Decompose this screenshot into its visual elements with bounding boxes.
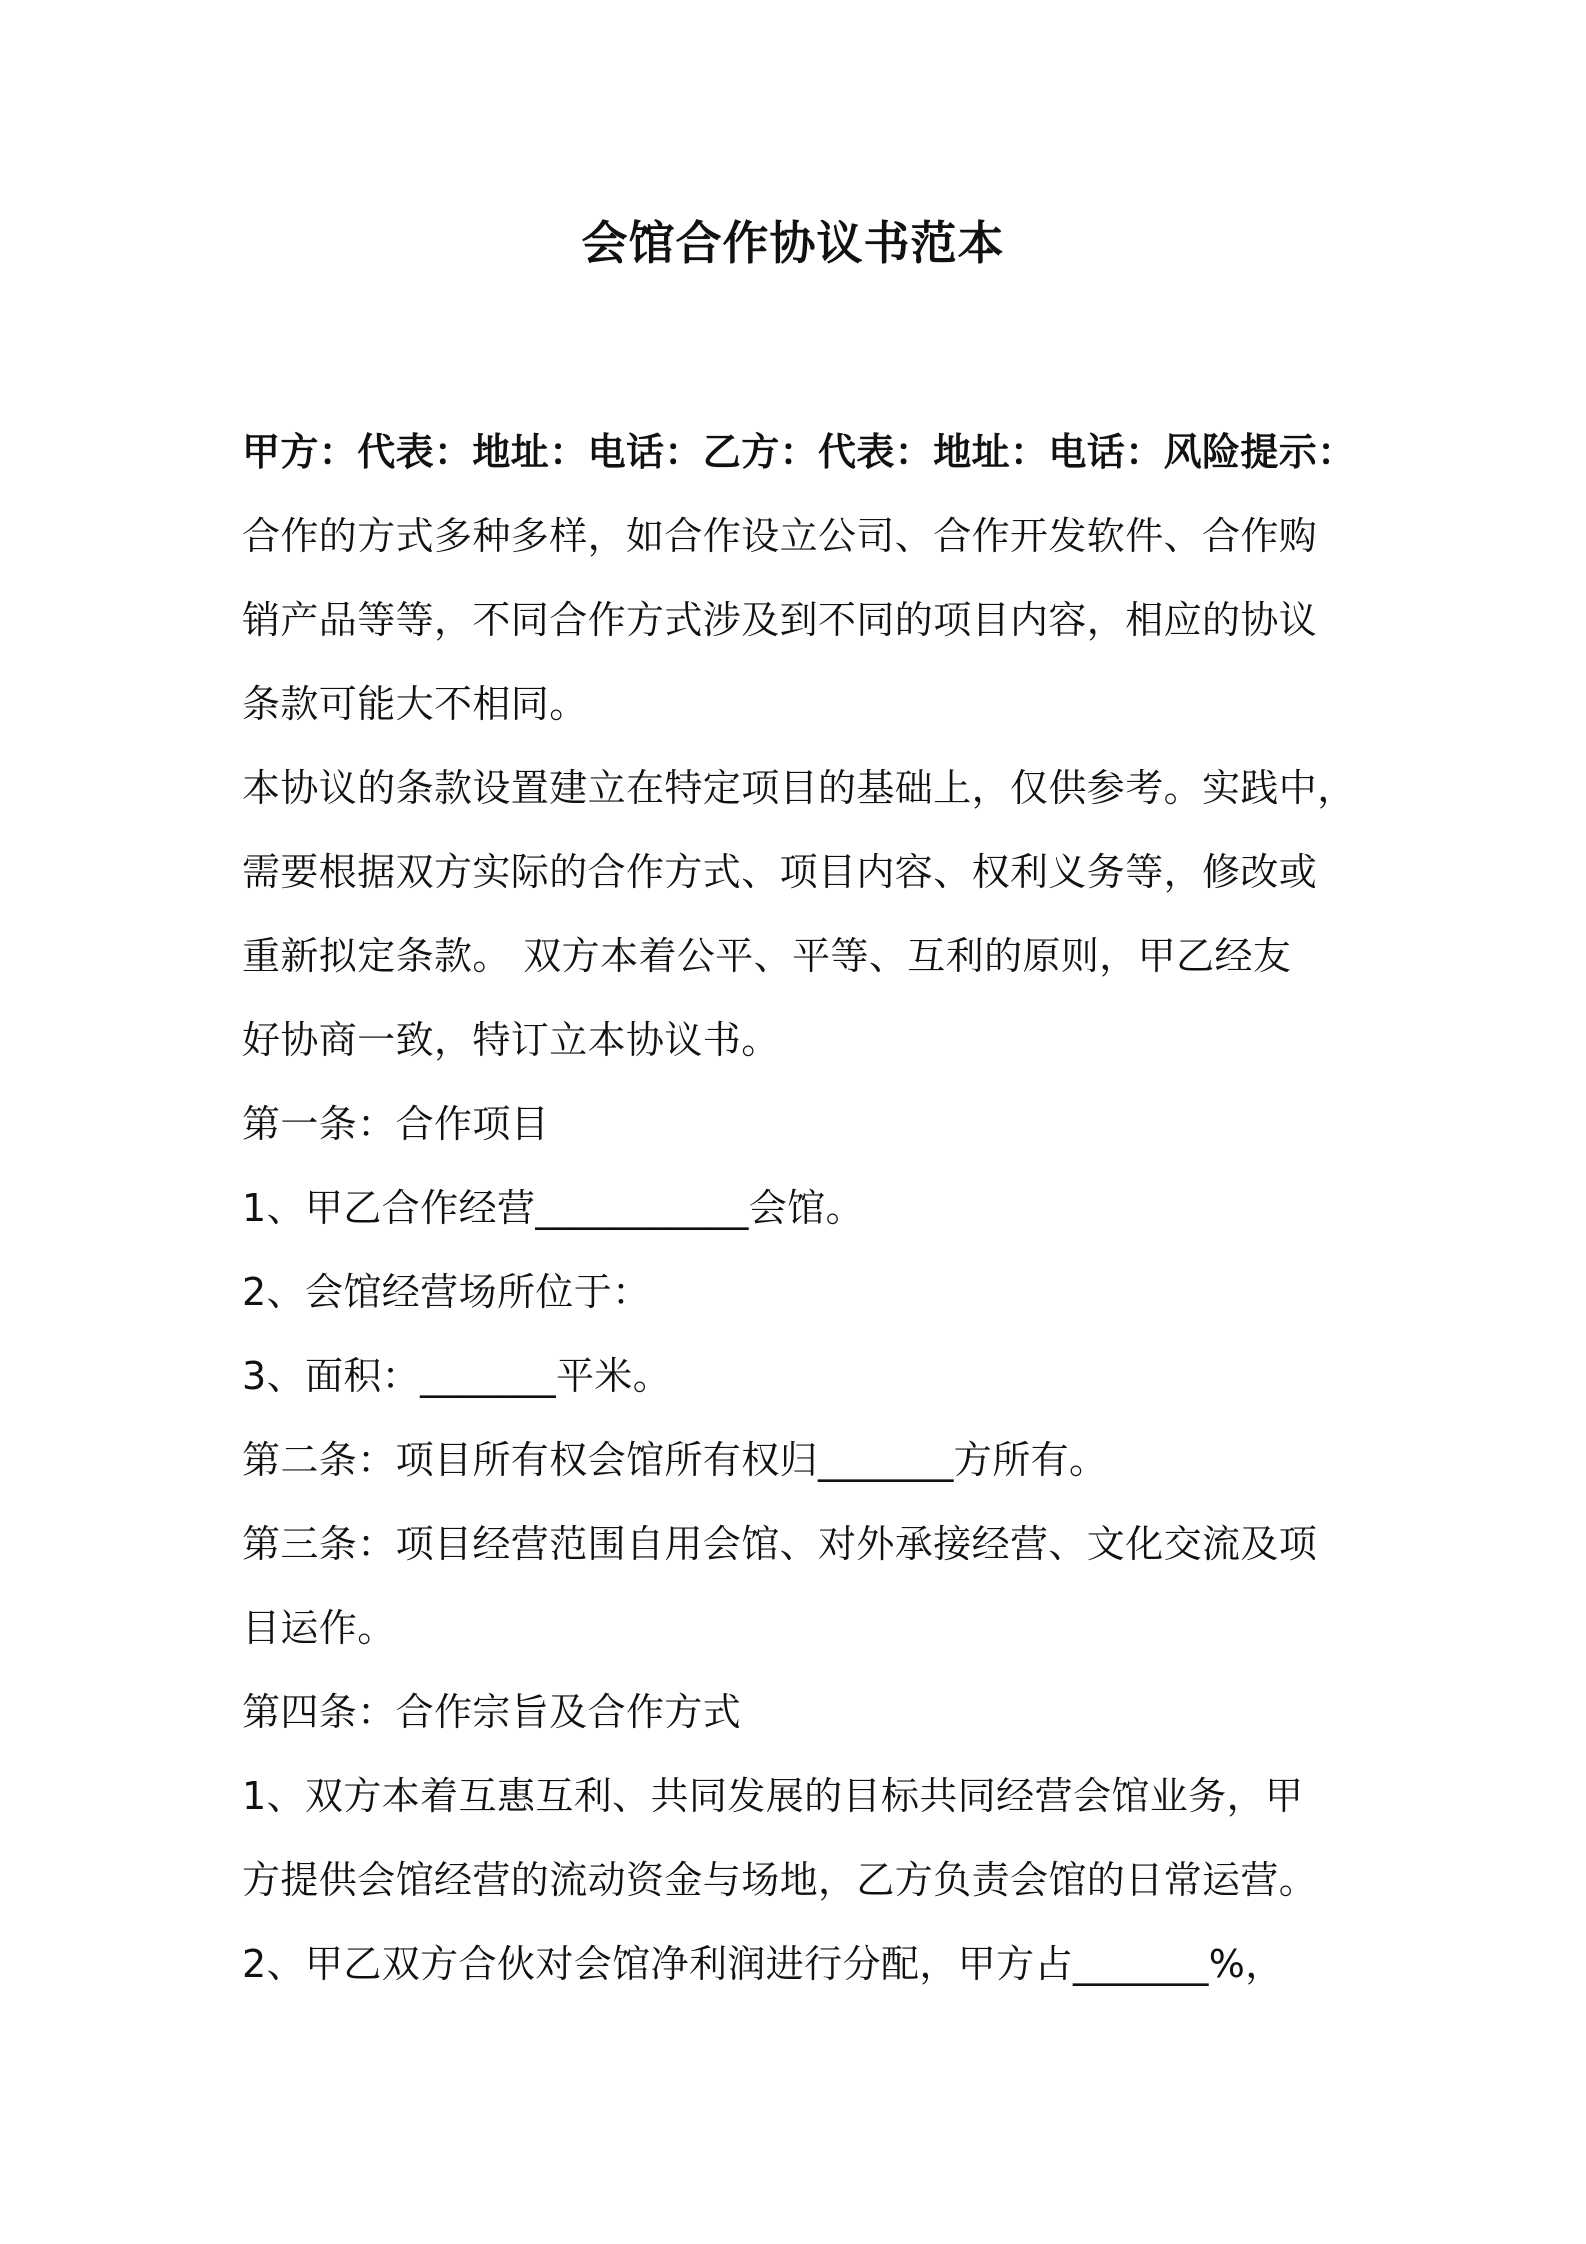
- clause-line: 方提供会馆经营的流动资金与场地，乙方负责会馆的日常运营。: [242, 1858, 1318, 1902]
- party-info-line: 甲方：代表：地址：电话：乙方：代表：地址：电话：风险提示：: [242, 430, 1356, 474]
- document-body: [242, 410, 1362, 2006]
- article-heading: 第三条：项目经营范围自用会馆、对外承接经营、文化交流及项: [242, 1522, 1318, 1566]
- paragraph-line: 好协商一致，特订立本协议书。: [242, 1018, 780, 1062]
- paragraph-line: 需要根据双方实际的合作方式、项目内容、权利义务等，修改或: [242, 850, 1318, 894]
- article-heading: 第一条：合作项目: [242, 1102, 550, 1146]
- paragraph-line: 条款可能大不相同。: [242, 682, 588, 726]
- paragraph-line: 目运作。: [242, 1606, 396, 1650]
- paragraph-line: 本协议的条款设置建立在特定项目的基础上，仅供参考。实践中，: [242, 766, 1356, 810]
- article-heading: 第四条：合作宗旨及合作方式: [242, 1690, 742, 1734]
- clause-line: 1、双方本着互惠互利、共同发展的目标共同经营会馆业务，甲: [242, 1774, 1304, 1818]
- clause-line: 2、会馆经营场所位于：: [242, 1270, 651, 1314]
- article-heading: 第二条：项目所有权会馆所有权归_______方所有。: [242, 1438, 1108, 1482]
- clause-line: 2、甲乙双方合伙对会馆净利润进行分配，甲方占_______%，: [242, 1942, 1284, 1986]
- paragraph-line: 合作的方式多种多样，如合作设立公司、合作开发软件、合作购: [242, 514, 1318, 558]
- paragraph-line: 销产品等等，不同合作方式涉及到不同的项目内容，相应的协议: [242, 598, 1318, 642]
- clause-line: 3、面积：_______平米。: [242, 1354, 672, 1398]
- document-title: 会馆合作协议书范本: [581, 216, 1005, 270]
- clause-line: 1、甲乙合作经营___________会馆。: [242, 1186, 864, 1230]
- paragraph-line: 重新拟定条款。 双方本着公平、平等、互利的原则，甲乙经友: [242, 934, 1292, 978]
